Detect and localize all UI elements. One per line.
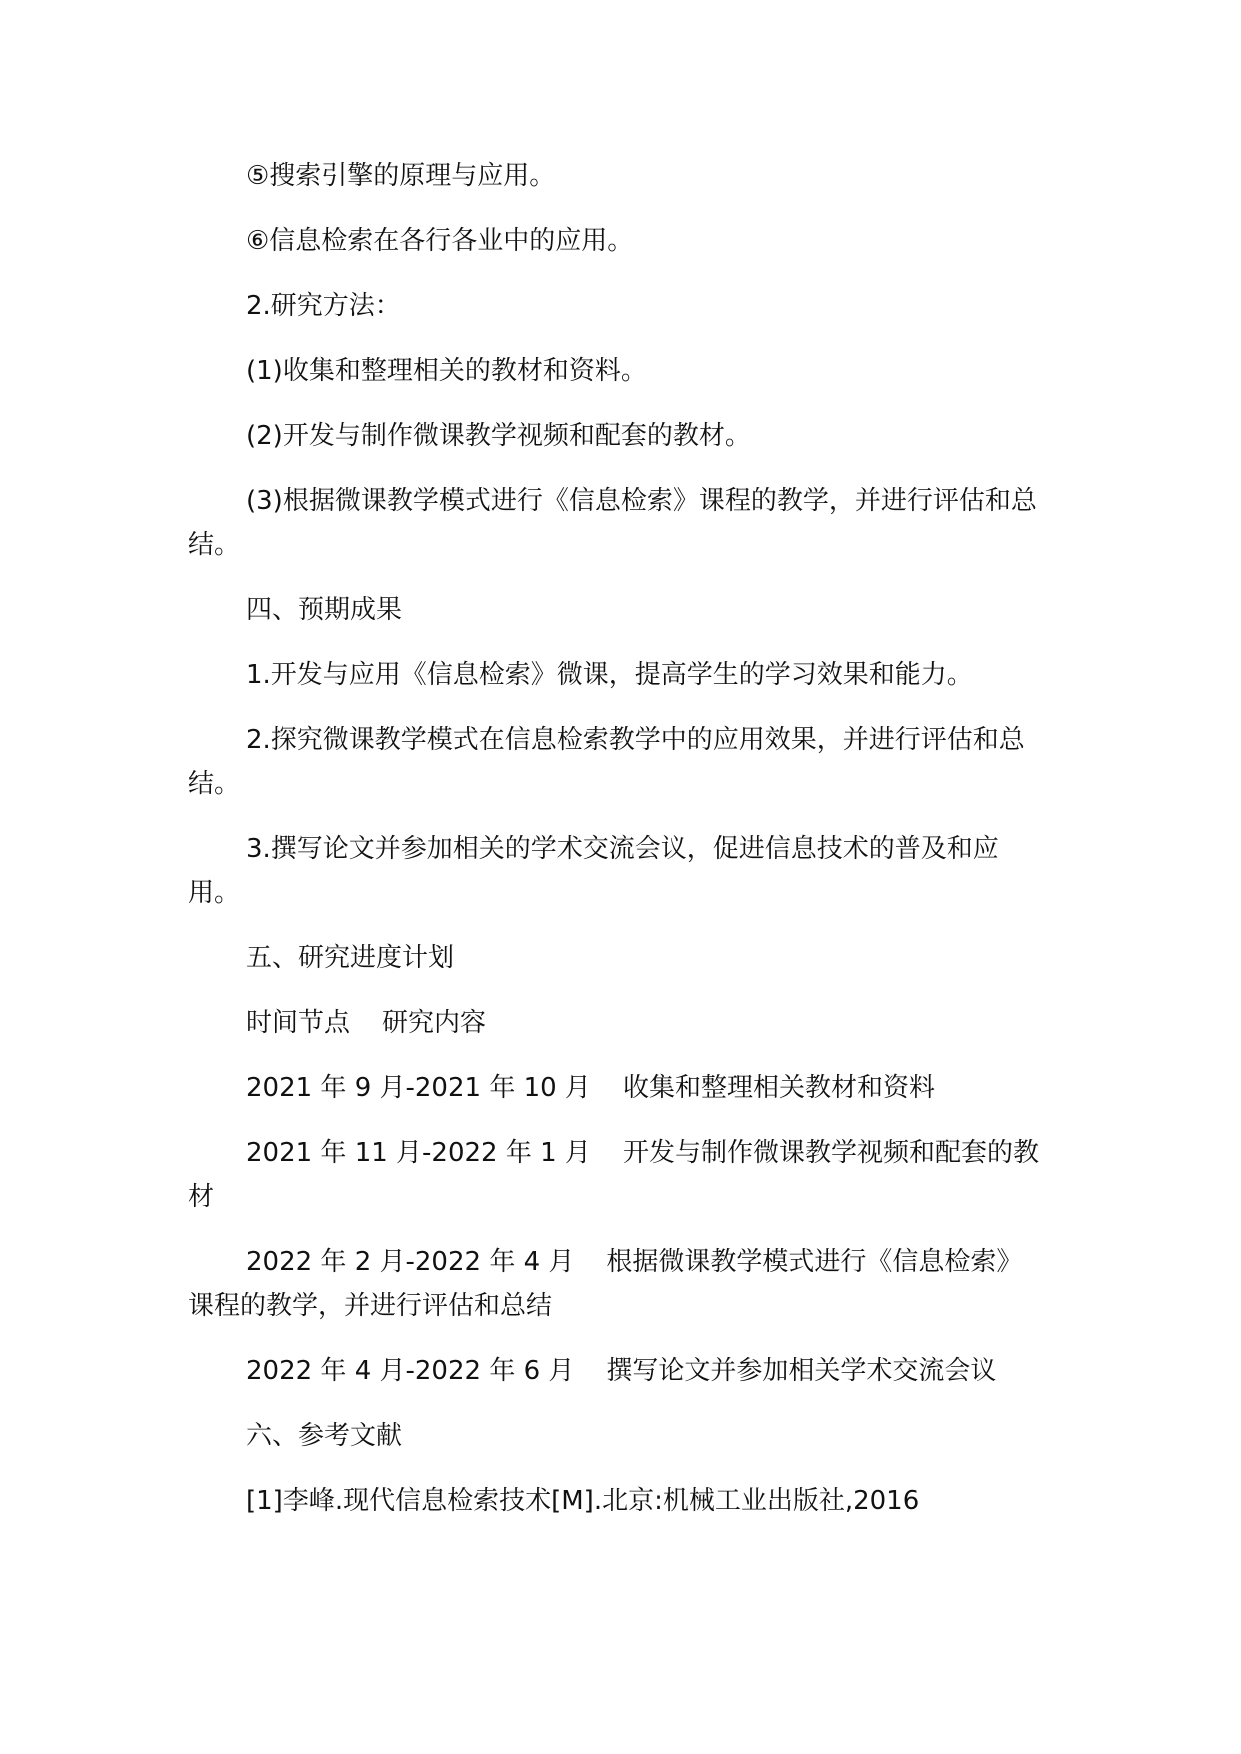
- schedule-row: [188, 1131, 1048, 1219]
- section-heading-references: 六、参考文献: [246, 1421, 403, 1451]
- list-item-industry-application: ⑥信息检索在各行各业中的应用。: [246, 226, 634, 256]
- schedule-row: [188, 1349, 1048, 1393]
- schedule-row-time: 2022 年 4 月-2022 年 6 月: [246, 1356, 575, 1386]
- schedule-row-content: 收集和整理相关教材和资料: [622, 1073, 935, 1103]
- result-item-2: 2.探究微课教学模式在信息检索教学中的应用效果，并进行评估和总结。: [188, 725, 1025, 799]
- reference-item: [1]李峰.现代信息检索技术[M].北京:机械工业出版社,2016: [246, 1486, 920, 1516]
- list-item-search-engine: ⑤搜索引擎的原理与应用。: [246, 161, 556, 191]
- schedule-row-time: 2021 年 11 月-2022 年 1 月: [246, 1138, 591, 1168]
- schedule-row-content: 开发与制作微课教学视频和配套的教材: [188, 1138, 1039, 1212]
- method-item-2: (2)开发与制作微课教学视频和配套的教材。: [246, 421, 751, 451]
- document-body: [188, 154, 1048, 1544]
- schedule-row: [188, 1240, 1048, 1328]
- section-heading-expected-results: 四、预期成果: [246, 595, 403, 625]
- schedule-row-content: 根据微课教学模式进行《信息检索》课程的教学，并进行评估和总结: [188, 1247, 1023, 1321]
- schedule-row: [188, 1066, 1048, 1110]
- section-heading-schedule: 五、研究进度计划: [246, 943, 455, 973]
- result-item-1: 1.开发与应用《信息检索》微课，提高学生的学习效果和能力。: [246, 660, 973, 690]
- schedule-row-time: 2021 年 9 月-2021 年 10 月: [246, 1073, 591, 1103]
- schedule-header-content: 研究内容: [382, 1008, 487, 1038]
- schedule-row-time: 2022 年 2 月-2022 年 4 月: [246, 1247, 575, 1277]
- method-item-1: (1)收集和整理相关的教材和资料。: [246, 356, 647, 386]
- schedule-header-time: 时间节点: [246, 1008, 351, 1038]
- result-item-3: 3.撰写论文并参加相关的学术交流会议，促进信息技术的普及和应用。: [188, 834, 999, 908]
- method-item-3: (3)根据微课教学模式进行《信息检索》课程的教学，并进行评估和总结。: [188, 486, 1037, 560]
- schedule-row-content: 撰写论文并参加相关学术交流会议: [606, 1356, 997, 1386]
- heading-research-method: 2.研究方法：: [246, 291, 401, 321]
- schedule-header: [188, 1001, 1048, 1045]
